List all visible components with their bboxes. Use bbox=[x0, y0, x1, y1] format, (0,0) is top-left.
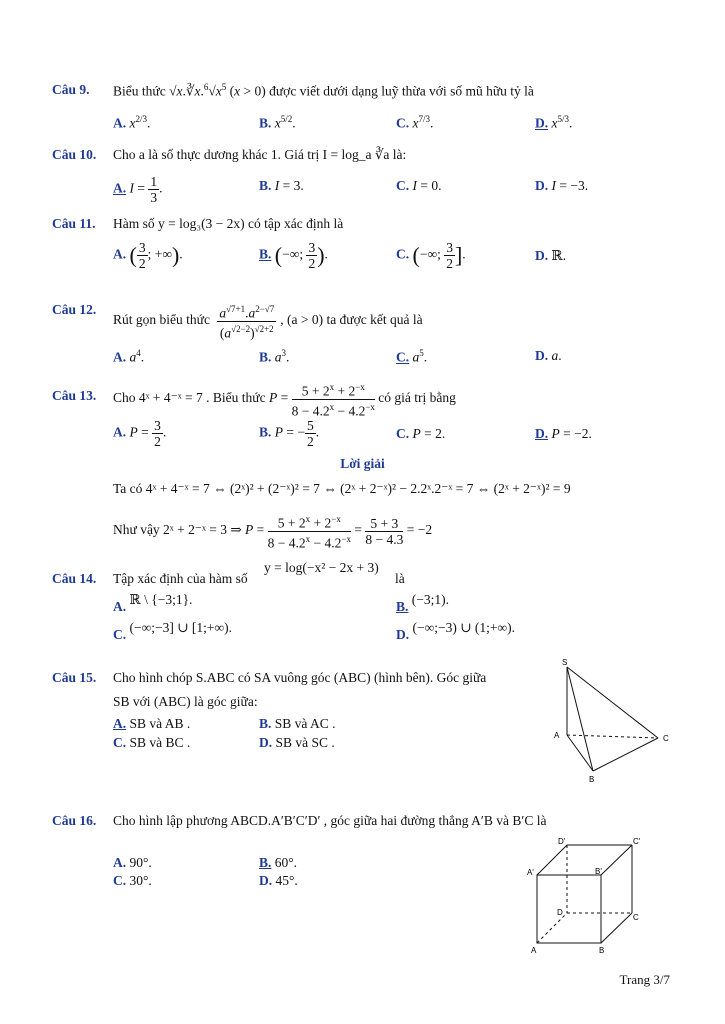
label-C: C bbox=[663, 734, 669, 743]
question-14-tail: là bbox=[395, 571, 405, 586]
q15-option-a[interactable]: A. SB và AB . bbox=[113, 716, 191, 731]
question-14-number: Câu 14. bbox=[52, 571, 97, 586]
solution-line-1: Ta có 4ˣ + 4⁻ˣ = 7 ⇔ (2ˣ)² + (2⁻ˣ)² = 7 ⇔ (2ˣ + 2⁻ˣ)² − 2.2ˣ.2⁻ˣ = 7 ⇔ (2ˣ + 2⁻ˣ)² = 9 bbox=[113, 481, 571, 496]
question-15-number: Câu 15. bbox=[52, 670, 97, 685]
label-A1: A' bbox=[527, 868, 534, 877]
q15-option-c[interactable]: C. SB và BC . bbox=[113, 735, 191, 750]
question-9-stem: Biểu thức $√x.∛x.^6√x^5$ (x > 0) được viết dưới dạng luỹ thừa với số mũ hữu tỷ là bbox=[113, 82, 534, 99]
cube-figure bbox=[525, 835, 645, 960]
label-C1: C' bbox=[633, 837, 641, 846]
pyramid-figure bbox=[545, 655, 685, 785]
page-footer: Trang 3/7 bbox=[619, 972, 670, 987]
q11-option-b[interactable]: B. (−∞; $\frac{3}{2}$ ). bbox=[259, 240, 328, 271]
question-15-stem-1: Cho hình chóp S.ABC có SA vuông góc (ABC) (hình bên). Góc giữa bbox=[113, 670, 487, 685]
q12-option-c[interactable]: C. $a^5$. bbox=[396, 348, 428, 365]
question-11-stem: Hàm số y = log₃(3 − 2x) có tập xác định là bbox=[113, 216, 344, 231]
solution-line-2: Như vậy 2ˣ + 2⁻ˣ = 3 ⇒ P = $\frac{5 + 2^x + 2^{-x}}{8 - 4.2^x - 4.2^{-x}}$ = $\frac{5 + 3}{8 - 4.3}$ = −2 bbox=[113, 514, 433, 550]
q15-option-d[interactable]: D. SB và SC . bbox=[259, 735, 335, 750]
question-13-number: Câu 13. bbox=[52, 388, 97, 403]
q16-option-b[interactable]: B. 60°. bbox=[259, 855, 298, 870]
question-12-number: Câu 12. bbox=[52, 302, 97, 317]
question-14-stem: Tập xác định của hàm số bbox=[113, 571, 248, 586]
label-C: C bbox=[633, 913, 639, 922]
q11-option-c[interactable]: C. (−∞; $\frac{3}{2}$ ]. bbox=[396, 240, 466, 271]
label-A: A bbox=[554, 731, 560, 740]
solution-title: Lời giải bbox=[340, 456, 385, 471]
q12-option-d[interactable]: D. a. bbox=[535, 348, 562, 363]
question-16-number: Câu 16. bbox=[52, 813, 97, 828]
q16-option-d[interactable]: D. 45°. bbox=[259, 873, 298, 888]
q9-option-a[interactable]: A. $x^{2/3}$. bbox=[113, 114, 151, 131]
q12-option-b[interactable]: B. $a^3$. bbox=[259, 348, 290, 365]
question-15-stem-2: SB với (ABC) là góc giữa: bbox=[113, 694, 258, 709]
q10-option-c[interactable]: C. I = 0. bbox=[396, 178, 442, 193]
q10-option-d[interactable]: D. I = −3. bbox=[535, 178, 589, 193]
q13-option-c[interactable]: C. P = 2. bbox=[396, 426, 446, 441]
q9-option-c[interactable]: C. $x^{7/3}$. bbox=[396, 114, 434, 131]
q10-option-a[interactable]: A. I = $\frac{1}{3}$ . bbox=[113, 174, 163, 205]
label-B: B bbox=[589, 775, 595, 784]
label-B: B bbox=[599, 946, 605, 955]
question-14-function: y = log(−x² − 2x + 3) bbox=[264, 560, 379, 575]
label-D1: D' bbox=[558, 837, 566, 846]
q9-option-b[interactable]: B. $x^{5/2}$. bbox=[259, 114, 296, 131]
q9-option-d[interactable]: D. $x^{5/3}$. bbox=[535, 114, 573, 131]
q11-option-d[interactable]: D. ℝ. bbox=[535, 248, 567, 263]
q14-option-c[interactable]: C. (−∞;−3] ∪ [1;+∞). bbox=[113, 620, 233, 642]
question-12-stem: Rút gọn biểu thức $\frac{a^{√7+1}.a^{2-√7}}{(a^{√2-2})^{√2+2}}$ , (a > 0) ta được kết quả là bbox=[113, 304, 423, 340]
label-S: S bbox=[562, 658, 568, 667]
q10-option-b[interactable]: B. I = 3. bbox=[259, 178, 304, 193]
question-11-number: Câu 11. bbox=[52, 216, 96, 231]
q16-option-a[interactable]: A. 90°. bbox=[113, 855, 152, 870]
label-D: D bbox=[557, 908, 563, 917]
q13-option-b[interactable]: B. P = − $\frac{5}{2}$ . bbox=[259, 418, 320, 449]
question-9-number: Câu 9. bbox=[52, 82, 90, 97]
q14-option-a[interactable]: A. ℝ \ {−3;1}. bbox=[113, 592, 193, 614]
q11-option-a[interactable]: A. ( $\frac{3}{2}$ ; +∞). bbox=[113, 240, 183, 271]
q13-option-d[interactable]: D. P = −2. bbox=[535, 426, 592, 441]
question-16-stem: Cho hình lập phương ABCD.A′B′C′D′ , góc giữa hai đường thẳng A′B và B′C là bbox=[113, 813, 547, 828]
q14-option-b[interactable]: B. (−3;1). bbox=[396, 592, 449, 614]
question-10-stem: Cho a là số thực dương khác 1. Giá trị I = log_a ∛a là: bbox=[113, 147, 407, 162]
question-13-stem: Cho 4ˣ + 4⁻ˣ = 7 . Biểu thức P = $\frac{5 + 2^x + 2^{-x}}{8 - 4.2^x - 4.2^{-x}}$ có giá trị bằng bbox=[113, 382, 456, 418]
question-10-number: Câu 10. bbox=[52, 147, 97, 162]
q15-option-b[interactable]: B. SB và AC . bbox=[259, 716, 336, 731]
q16-option-c[interactable]: C. 30°. bbox=[113, 873, 152, 888]
q12-option-a[interactable]: A. $a^4$. bbox=[113, 348, 145, 365]
q13-option-a[interactable]: A. P = $\frac{3}{2}$ . bbox=[113, 418, 167, 449]
q14-option-d[interactable]: D. (−∞;−3) ∪ (1;+∞). bbox=[396, 620, 516, 642]
label-A: A bbox=[531, 946, 537, 955]
label-B1: B' bbox=[595, 867, 602, 876]
